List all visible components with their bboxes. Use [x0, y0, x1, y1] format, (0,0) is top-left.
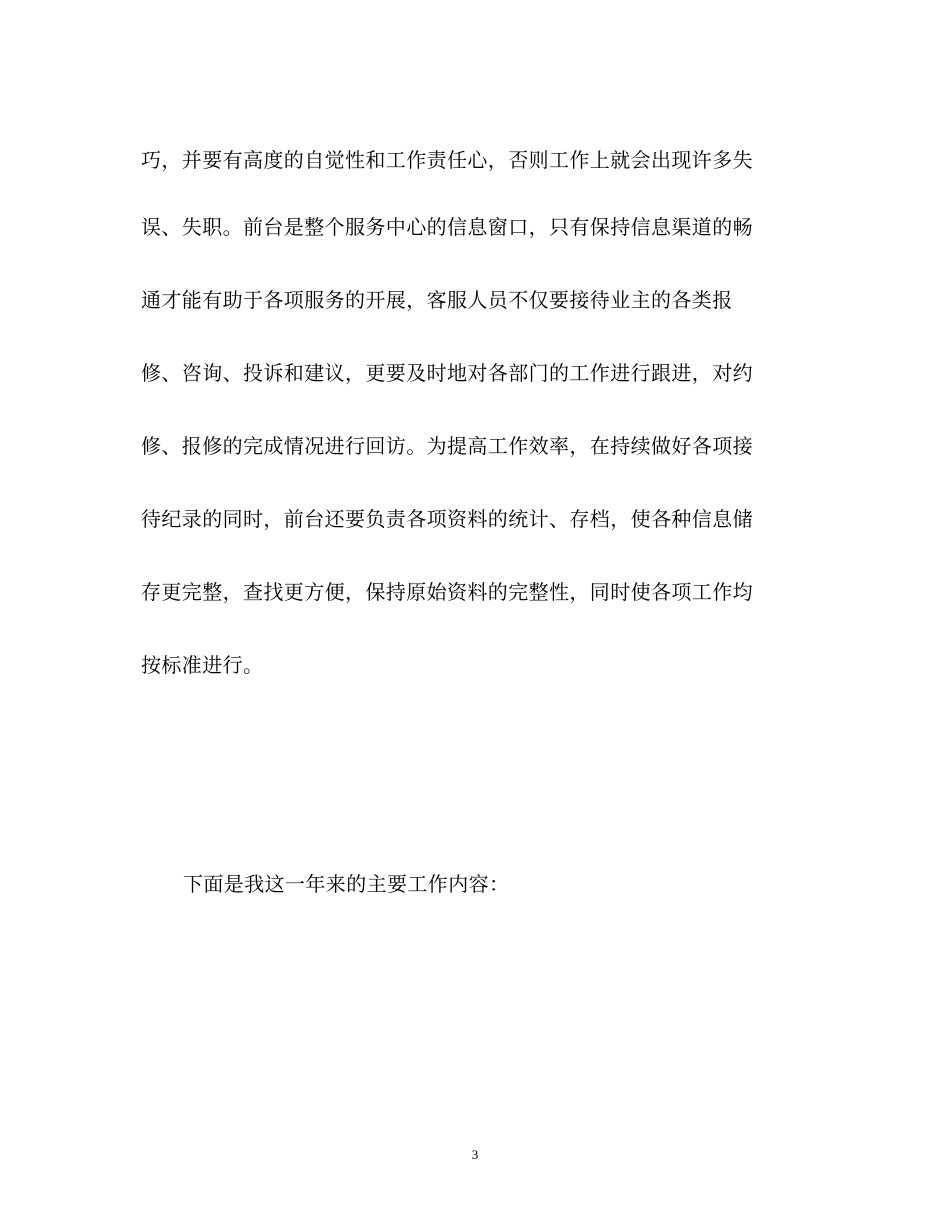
- body-text-line: 巧，并要有高度的自觉性和工作责任心，否则工作上就会出现许多失: [141, 148, 753, 172]
- body-text-line: 按标准进行。: [141, 653, 264, 677]
- page-number: 3: [471, 1147, 479, 1162]
- body-text-line: 通才能有助于各项服务的开展，客服人员不仅要接待业主的各类报: [141, 288, 733, 312]
- body-text-line: 存更完整，查找更方便，保持原始资料的完整性，同时使各项工作均: [141, 580, 753, 604]
- body-text-line: 误、失职。前台是整个服务中心的信息窗口，只有保持信息渠道的畅: [141, 215, 753, 239]
- intro-paragraph: 下面是我这一年来的主要工作内容：: [183, 872, 510, 896]
- body-text-line: 修、咨询、投诉和建议，更要及时地对各部门的工作进行跟进，对约: [141, 361, 753, 385]
- body-text-line: 待纪录的同时，前台还要负责各项资料的统计、存档，使各种信息储: [141, 507, 753, 531]
- body-text-line: 修、报修的完成情况进行回访。为提高工作效率，在持续做好各项接: [141, 434, 753, 458]
